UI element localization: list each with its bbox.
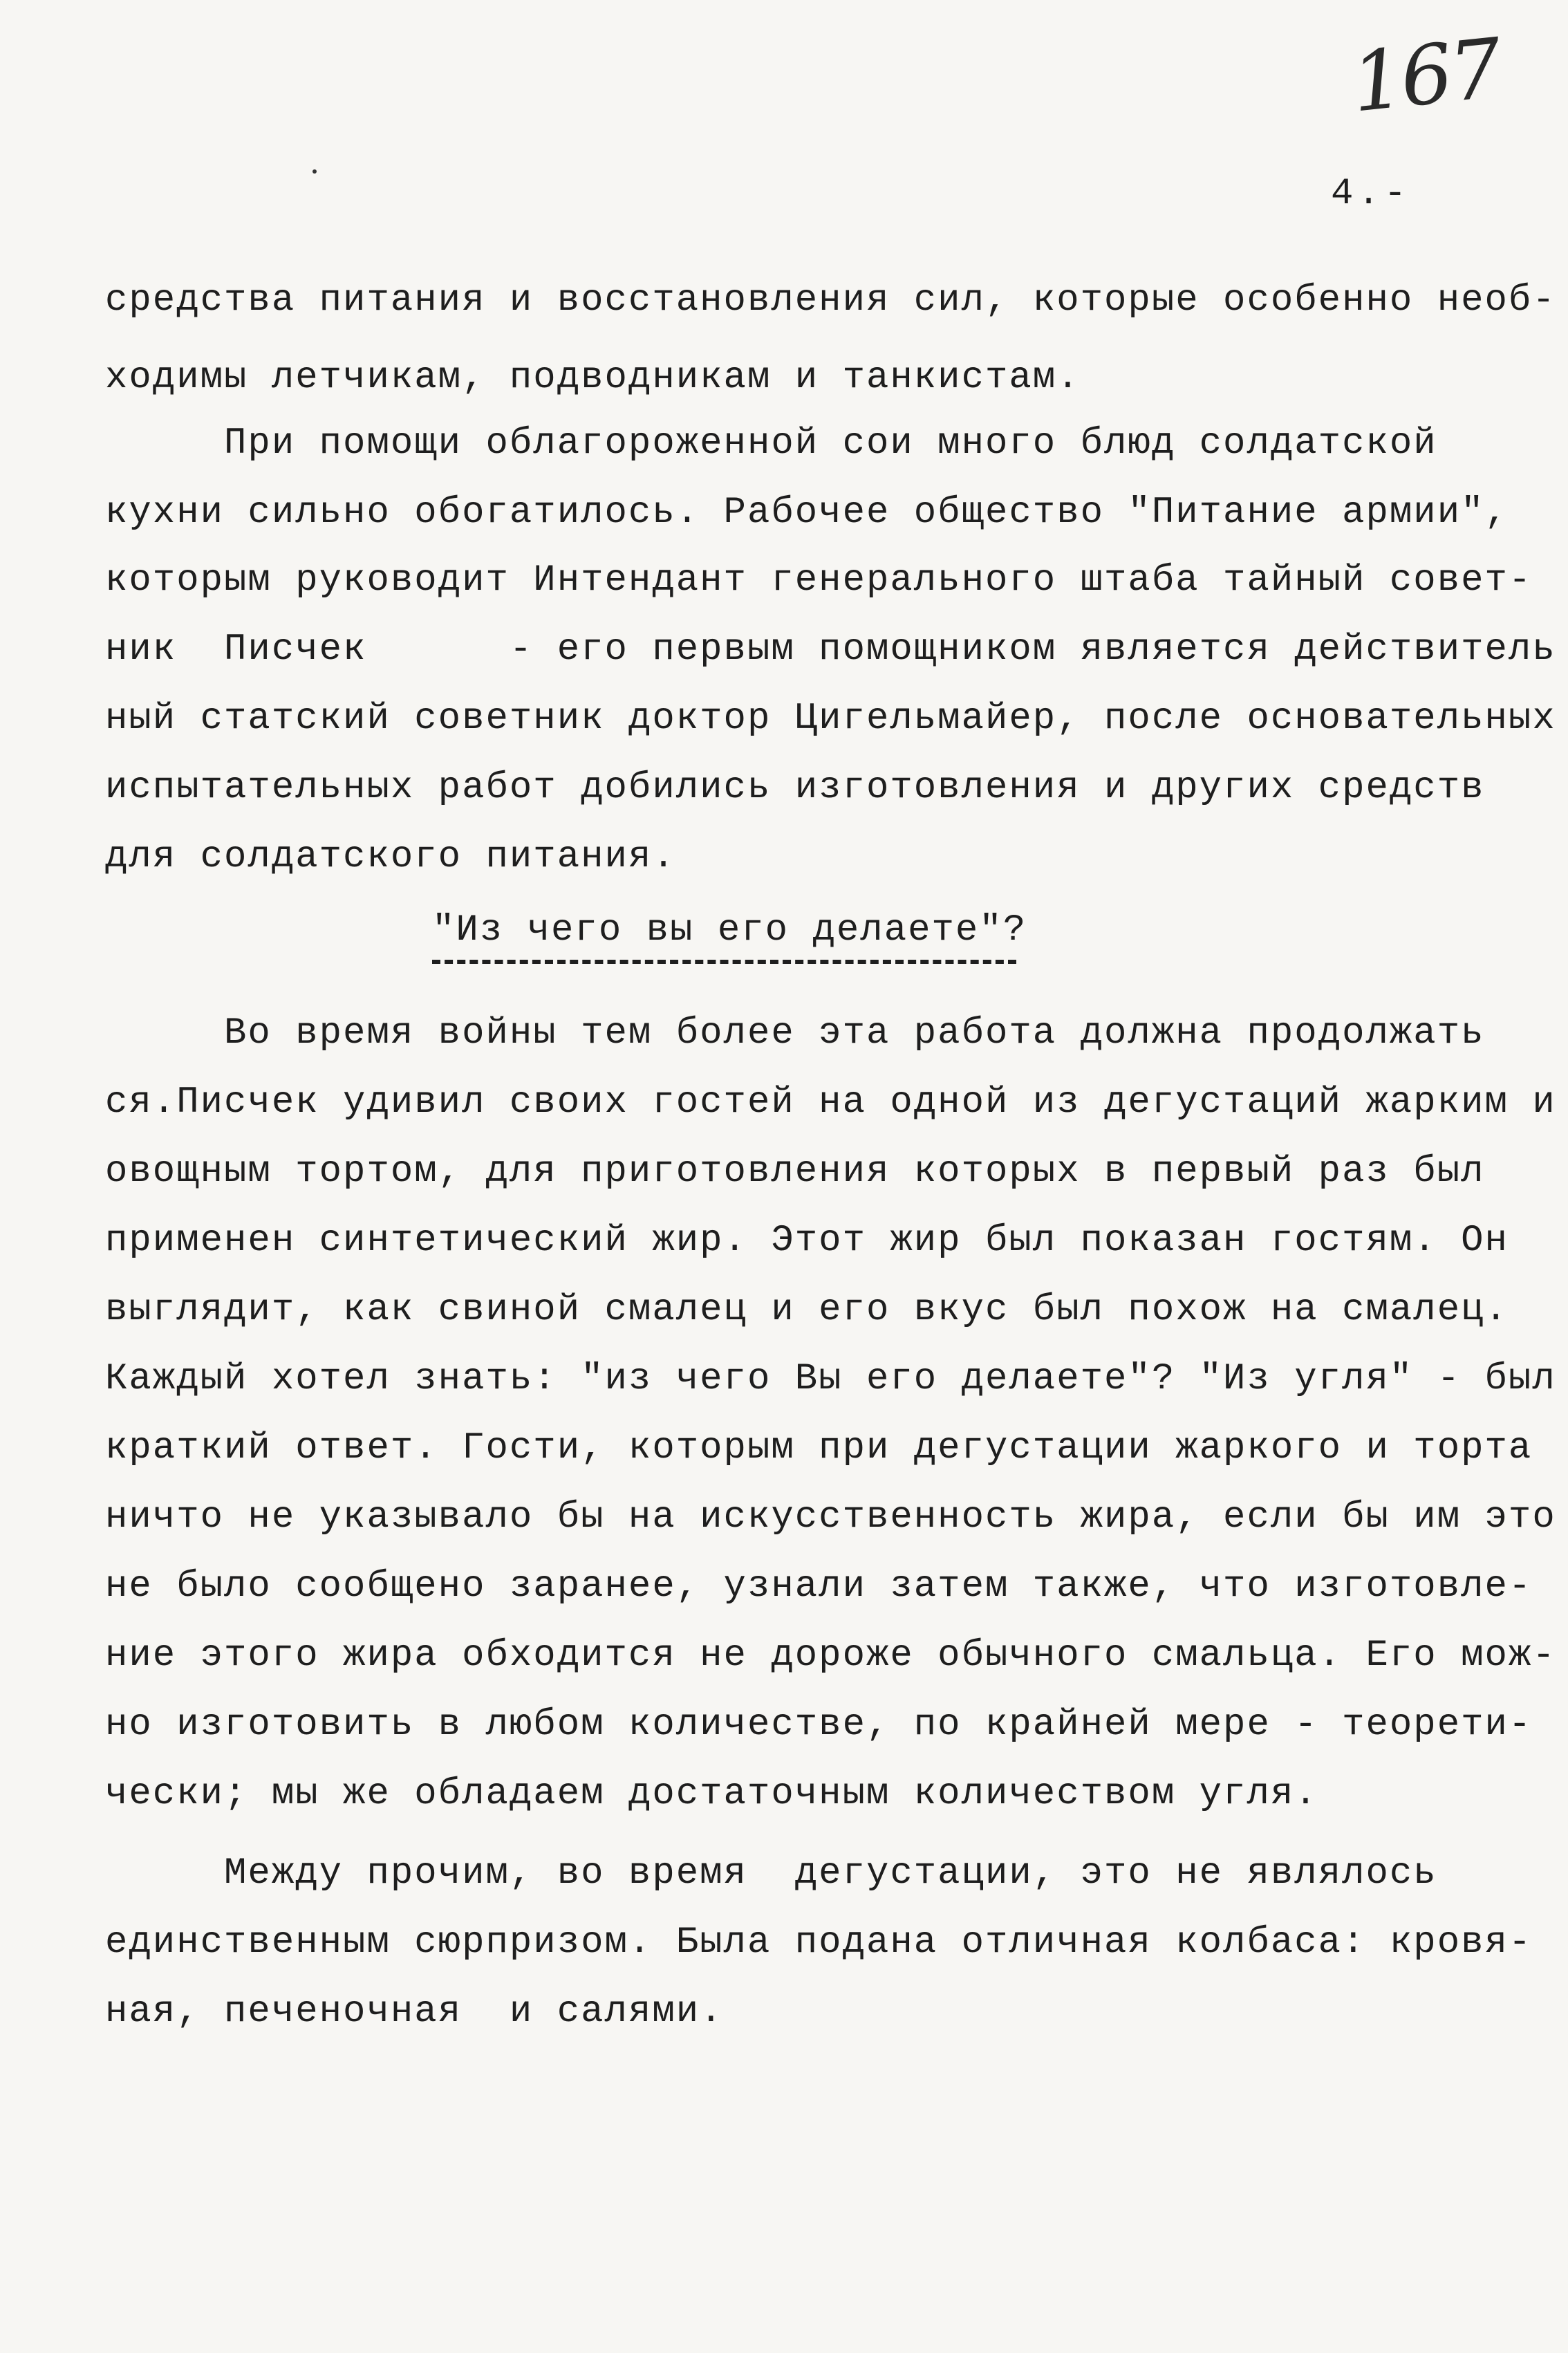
text-line: При помощи облагороженной сои много блюд солдатской [105,422,1437,465]
section-heading: "Из чего вы его делаете"? [432,909,1027,951]
text-line: чески; мы же обладаем достаточным количеством угля. [105,1773,1318,1815]
page-number: 4.- [1331,173,1411,215]
heading-underline [432,960,1016,964]
text-line: ничто не указывало бы на искусственность жира, если бы им это [105,1496,1556,1538]
text-line: ходимы летчикам, подводникам и танкистам. [105,357,1081,399]
text-line: ник Писчек - его первым помощником является действитель [105,629,1556,671]
text-line: не было сообщено заранее, узнали затем также, что изготовле- [105,1565,1533,1608]
text-line: ная, печеночная и салями. [105,1991,724,2033]
text-line: испытательных работ добились изготовления и других средств [105,767,1485,809]
ink-speck [312,169,317,174]
text-line: Между прочим, во время дегустации, это не являлось [105,1852,1437,1895]
text-line: единственным сюрпризом. Была подана отличная колбаса: кровя- [105,1922,1533,1964]
text-line: кухни сильно обогатилось. Рабочее общество "Питание армии", [105,492,1509,534]
text-line: средства питания и восстановления сил, которые особенно необ- [105,279,1556,322]
text-line: ние этого жира обходится не дороже обычного смальца. Его мож- [105,1635,1556,1677]
archive-number: 167 [1347,20,1504,131]
text-line: ся.Писчек удивил своих гостей на одной из дегустаций жарким и [105,1081,1556,1124]
text-line: ный статский советник доктор Цигельмайер, после основательных [105,698,1556,740]
text-line: для солдатского питания. [105,836,676,878]
text-line: применен синтетический жир. Этот жир был показан гостям. Он [105,1220,1509,1262]
text-line: которым руководит Интендант генерального штаба тайный совет- [105,559,1533,602]
text-line: но изготовить в любом количестве, по крайней мере - теорети- [105,1704,1533,1746]
text-line: краткий ответ. Гости, которым при дегустации жаркого и торта [105,1427,1533,1469]
text-line: выглядит, как свиной смалец и его вкус был похож на смалец. [105,1289,1509,1331]
text-line: овощным тортом, для приготовления которых в первый раз был [105,1151,1485,1193]
text-line: Каждый хотел знать: "из чего Вы его делаете"? "Из угля" - был [105,1358,1556,1400]
text-line: Во время войны тем более эта работа должна продолжать [105,1012,1485,1054]
